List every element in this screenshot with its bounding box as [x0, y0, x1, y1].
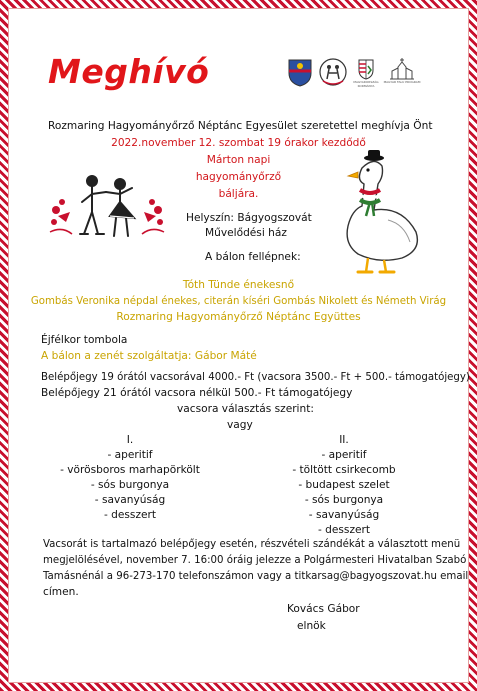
event-date: 2022.november 12. szombat 19 órakor kezdődő — [111, 137, 366, 149]
menu-item: - savanyúság — [94, 494, 166, 506]
intro-text: Rozmaring Hagyományőrző Néptánc Egyesület szeretettel meghívja Önt — [48, 120, 433, 132]
hungarian-government-logo-icon: MAGYARORSZÁG KORMÁNYA — [352, 57, 380, 87]
closing-line1: Vacsorát is tartalmazó belépőjegy esetén, részvételi szándékát a választott menü — [43, 539, 461, 550]
menu-item: - aperitif — [107, 449, 153, 461]
ticket-line1: Belépőjegy 19 órától vacsorával 4000.- Ft (vacsora 3500.- Ft + 500.- támogatójegy) — [41, 372, 470, 383]
dancers-emblem-icon — [319, 57, 347, 87]
event-name-line2: hagyományőrző — [195, 171, 282, 183]
performer-3: Rozmaring Hagyományőrző Néptánc Együttes — [116, 311, 361, 323]
menu-item: - budapest szelet — [298, 479, 390, 491]
performer-2: Gombás Veronika népdal énekes, citerán kíséri Gombás Nikolett és Németh Virág — [30, 296, 447, 307]
signature-role: elnök — [297, 620, 326, 632]
closing-line2: megjelölésével, november 7. 16:00 óráig jelezze a Polgármesteri Hivatalban Szabó — [43, 555, 467, 566]
venue-line1: Helyszín: Bágyogszovát — [186, 212, 312, 224]
event-name-line3: báljára. — [218, 188, 259, 200]
dinner-choice: vacsora választás szerint: — [177, 403, 314, 415]
raffle-text: Éjfélkor tombola — [41, 334, 128, 346]
logo-strip — [286, 57, 441, 93]
menu-item: - vörösboros marhapörkölt — [60, 464, 200, 476]
event-name-line1: Márton napi — [206, 154, 271, 166]
performers-heading: A bálon fellépnek: — [205, 251, 301, 263]
page-title: Meghívó — [48, 52, 210, 91]
closing-line4: címen. — [43, 586, 79, 598]
music-text: A bálon a zenét szolgáltatja: Gábor Máté — [41, 350, 257, 362]
menu-item: - sós burgonya — [90, 479, 170, 491]
menu-item: - savanyúság — [308, 509, 380, 521]
menu-or: vagy — [227, 419, 253, 431]
menu-item: - töltött csirkecomb — [292, 464, 396, 476]
ticket-line2: Belépőjegy 21 órától vacsora nélkül 500.- Ft támogatójegy — [41, 387, 353, 399]
goose-illustration — [318, 150, 423, 278]
menu-one-label: I. — [126, 434, 134, 446]
menu-item: - desszert — [317, 524, 371, 536]
coat-of-arms-icon — [286, 57, 314, 87]
folk-dancers-illustration — [48, 172, 166, 250]
performer-1: Tóth Tünde énekesnő — [182, 279, 295, 291]
venue-line2: Művelődési ház — [205, 227, 287, 239]
menu-item: - aperitif — [321, 449, 367, 461]
menu-two-label: II. — [339, 434, 349, 446]
signature-name: Kovács Gábor — [287, 603, 360, 615]
closing-line3: Tamásnénál a 96-273-170 telefonszámon vagy a titkarsag@bagyogszovat.hu email — [43, 571, 469, 582]
menu-item: - sós burgonya — [304, 494, 384, 506]
menu-item: - desszert — [103, 509, 157, 521]
church-logo-icon: MAGYAR FALU PROGRAM — [388, 57, 416, 87]
